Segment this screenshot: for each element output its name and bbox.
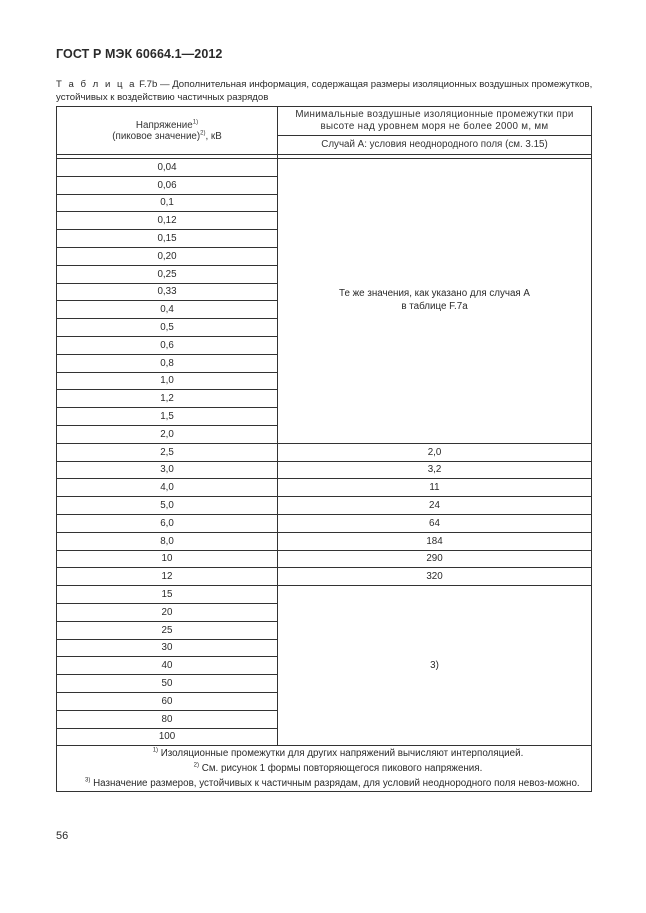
clearance-column-header: Минимальные воздушные изоляционные промежутки при высоте над уровнем моря не более 2000 м, мм — [278, 107, 592, 136]
voltage-cell: 0,4 — [57, 301, 278, 319]
voltage-cell: 0,1 — [57, 194, 278, 212]
case-a-subheader: Случай А: условия неоднородного поля (см. 3.15) — [278, 135, 592, 154]
voltage-cell: 0,25 — [57, 265, 278, 283]
footnote-text: См. рисунок 1 формы повторяющегося пикового напряжения. — [199, 763, 483, 775]
voltage-cell: 15 — [57, 586, 278, 604]
voltage-cell: 0,12 — [57, 212, 278, 230]
voltage-cell: 60 — [57, 692, 278, 710]
voltage-cell: 8,0 — [57, 532, 278, 550]
table-row — [57, 479, 592, 497]
footnotes-cell — [57, 746, 592, 792]
page-number: 56 — [56, 830, 69, 842]
voltage-header-unit: , кВ — [205, 130, 222, 142]
clearance-cell: 2,0 — [278, 443, 592, 461]
table-row — [57, 514, 592, 532]
table-row — [57, 461, 592, 479]
table-row — [57, 159, 592, 177]
voltage-cell: 5,0 — [57, 497, 278, 515]
voltage-cell: 50 — [57, 675, 278, 693]
clearance-cell: 320 — [278, 568, 592, 586]
table-row — [57, 550, 592, 568]
table-row — [57, 443, 592, 461]
voltage-cell: 6,0 — [57, 514, 278, 532]
voltage-cell: 2,0 — [57, 425, 278, 443]
voltage-header-sub-footnote-mark: 2) — [200, 130, 206, 137]
voltage-cell: 0,33 — [57, 283, 278, 301]
voltage-cell: 30 — [57, 639, 278, 657]
footnote-text: Изоляционные промежутки для других напряжений вычисляют интерполяцией. — [158, 748, 524, 760]
clearance-cell: 184 — [278, 532, 592, 550]
voltage-cell: 2,5 — [57, 443, 278, 461]
table-row — [57, 568, 592, 586]
voltage-cell: 0,8 — [57, 354, 278, 372]
footnote — [57, 776, 591, 791]
voltage-cell: 0,04 — [57, 159, 278, 177]
voltage-cell: 80 — [57, 710, 278, 728]
footnote-3-reference: 3) — [278, 586, 592, 746]
clearance-cell: 64 — [278, 514, 592, 532]
voltage-cell: 10 — [57, 550, 278, 568]
table-row — [57, 532, 592, 550]
voltage-header-sub: (пиковое значение) — [112, 130, 201, 142]
table-caption-text: F.7b — Дополнительная информация, содержащая размеры изоляционных воздушных промежутков, устойчивых к воздействию частичных разрядов — [56, 79, 593, 103]
voltage-cell: 0,5 — [57, 319, 278, 337]
footnote-text: Назначение размеров, устойчивых к частичным разрядам, для условий неоднородного поля невоз-можно. — [90, 778, 580, 790]
voltage-cell: 25 — [57, 621, 278, 639]
voltage-cell: 40 — [57, 657, 278, 675]
voltage-cell: 0,20 — [57, 247, 278, 265]
voltage-cell: 1,2 — [57, 390, 278, 408]
table-caption — [56, 79, 596, 104]
voltage-column-header — [57, 107, 278, 155]
document-header: ГОСТ Р МЭК 60664.1—2012 — [56, 47, 223, 61]
voltage-cell: 0,6 — [57, 336, 278, 354]
voltage-cell: 0,06 — [57, 176, 278, 194]
footnote — [57, 746, 591, 761]
footnote-mark: 2) — [193, 763, 200, 770]
voltage-cell: 3,0 — [57, 461, 278, 479]
voltage-cell: 4,0 — [57, 479, 278, 497]
footnotes-row — [57, 746, 592, 792]
clearance-table — [56, 106, 592, 792]
voltage-cell: 0,15 — [57, 230, 278, 248]
footnote — [57, 761, 591, 776]
table-caption-prefix: Т а б л и ц а — [56, 79, 137, 90]
voltage-cell: 20 — [57, 603, 278, 621]
voltage-cell: 100 — [57, 728, 278, 746]
clearance-cell: 24 — [278, 497, 592, 515]
footnote-mark: 1) — [152, 748, 159, 755]
voltage-cell: 12 — [57, 568, 278, 586]
clearance-cell: 290 — [278, 550, 592, 568]
clearance-cell: 11 — [278, 479, 592, 497]
same-as-case-a-line2: в таблице F.7a — [401, 300, 468, 312]
voltage-header-label: Напряжение — [135, 119, 193, 131]
footnote-mark: 3) — [85, 778, 91, 785]
table-row — [57, 586, 592, 604]
voltage-cell: 1,5 — [57, 408, 278, 426]
table-row — [57, 497, 592, 515]
voltage-header-footnote-mark: 1) — [192, 119, 199, 126]
clearance-cell: 3,2 — [278, 461, 592, 479]
voltage-cell: 1,0 — [57, 372, 278, 390]
same-as-case-a-note — [278, 159, 592, 444]
same-as-case-a-line1: Те же значения, как указано для случая А — [339, 288, 530, 300]
